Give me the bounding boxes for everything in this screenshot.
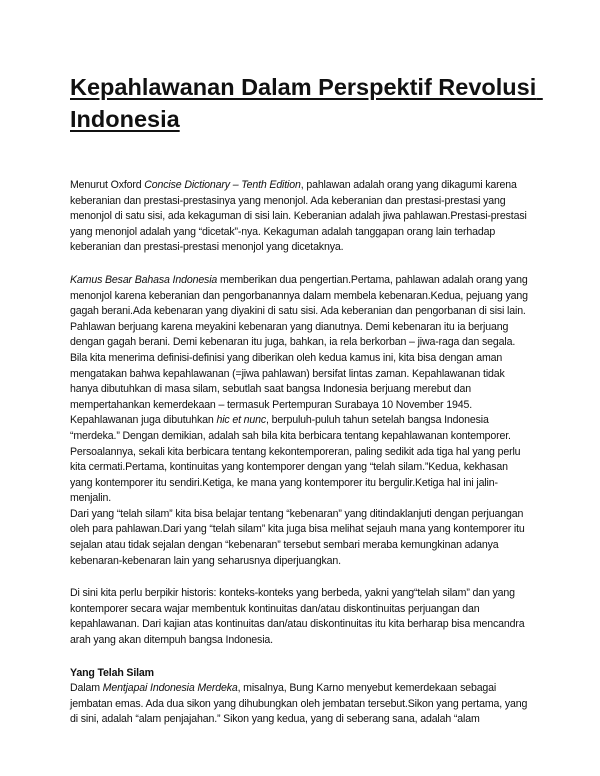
text-line: menonjol karena keberanian dan pengorbanannya dalam membela kebenaran.Kedua, pejuang yang xyxy=(70,289,528,302)
section-heading: Yang Telah Silam xyxy=(70,666,154,679)
text-run: , pahlawan adalah orang yang dikagumi karena xyxy=(300,179,517,191)
italic-term: Kamus Besar Bahasa Indonesia xyxy=(70,273,218,286)
text-run: Kepahlawanan juga dibutuhkan xyxy=(70,414,217,427)
text-line: gagah berani.Ada kebenaran yang diyakini di satu sisi. Ada keberanian dan pengorbanan di sisi lain. xyxy=(70,305,526,318)
text-line: oleh para pahlawan.Dari yang “telah silam” kita juga bisa melihat sejauh mana yang kontemporer itu xyxy=(70,523,525,536)
text-run: memberikan dua pengertian.Pertama, pahlawan adalah orang yang xyxy=(217,273,528,286)
text-run: Menurut Oxford xyxy=(70,179,145,191)
text-line: dengan gagah berani. Demi kebenaran itu juga, bahkan, ia rela berkorban – jiwa-raga dan segala. xyxy=(70,336,516,349)
text-line: yang menonjol adalah yang “dicetak”-nya. Kekaguman adalah tanggapan orang lain terhadap xyxy=(70,225,496,238)
text-line: mempertahankan kemerdekaan – termasuk Pertempuran Surabaya 10 November 1945. xyxy=(70,398,472,411)
text-line: Bila kita menerima definisi-definisi yang diberikan oleh kedua kamus ini, kita bisa dengan aman xyxy=(70,351,503,364)
article-body xyxy=(70,178,540,728)
text-line: menonjol di satu sisi, ada kekaguman di sisi lain. Keberanian adalah jiwa pahlawan.Prestasi-prestasi xyxy=(70,210,527,223)
text-run: , misalnya, Bung Karno menyebut kemerdekaan sebagai xyxy=(237,682,497,695)
text-line: kebenaran-kebenaran lain yang seharusnya diperjuangkan. xyxy=(70,554,341,567)
text-line: Pahlawan berjuang karena meyakini kebenaran yang dianutnya. Demi kebenaran itu ia berjuang xyxy=(70,320,509,333)
text-line: mengatakan bahwa kepahlawanan (=jiwa pahlawan) bersifat lintas zaman. Kepahlawanan tidak xyxy=(70,367,505,380)
text-line xyxy=(70,273,540,289)
text-line xyxy=(70,681,540,697)
paragraph-jembatan-emas xyxy=(70,681,540,728)
text-line: yang kontemporer itu sendiri.Ketiga, ke mana yang kontemporer itu bergulir.Ketiga hal ini jalin- xyxy=(70,476,498,489)
text-line xyxy=(70,413,540,429)
paragraph-kbbi-definition xyxy=(70,273,540,569)
text-line: hanya dibutuhkan di masa silam, sebutlah saat bangsa Indonesia berjuang merebut dan xyxy=(70,383,471,396)
text-line: sejalan atau tidak sejalan dengan “kebenaran” tersebut sembari meraba kemungkinan adanya xyxy=(70,539,499,552)
text-line: Dari yang “telah silam” kita bisa belajar tentang “kebenaran” yang ditindaklanjuti dengan perjuangan xyxy=(70,507,524,520)
page-title: Kepahlawanan Dalam Perspektif Revolusi Indonesia xyxy=(70,74,537,132)
text-line: kepahlawanan. Dari kajian atas kontinuitas dan/atau diskontinuitas itu kita berharap bisa mencandra xyxy=(70,618,525,631)
italic-term: hic et nunc xyxy=(216,414,267,427)
text-line: keberanian dan prestasi-prestasi menonjol yang dicetaknya. xyxy=(70,241,344,254)
text-line: arah yang akan ditempuh bangsa Indonesia. xyxy=(70,634,273,647)
text-run: Dalam xyxy=(70,682,103,695)
text-line: menjalin. xyxy=(70,492,112,505)
paragraph-historical-thinking xyxy=(70,586,540,648)
text-line: jembatan emas. Ada dua sikon yang dihubungkan oleh jembatan tersebut.Sikon yang pertama, yang xyxy=(70,697,528,710)
text-line: “merdeka.” Dengan demikian, adalah sah bila kita berbicara tentang kepahlawanan kontemporer. xyxy=(70,429,511,442)
text-line xyxy=(70,178,540,194)
text-line: keberanian dan prestasi-prestasinya yang menonjol. Ada keberanian dan prestasi-prestasi yang xyxy=(70,194,506,207)
text-line: kita cermati.Pertama, kontinuitas yang kontemporer dengan yang “telah silam.”Kedua, kekhasan xyxy=(70,461,508,474)
paragraph-oxford-definition xyxy=(70,178,540,256)
text-line: di sini, adalah “alam penjajahan.” Sikon yang kedua, yang di seberang sana, adalah “alam xyxy=(70,713,480,726)
text-line: kontemporer secara wajar membentuk kontinuitas dan/atau diskontinuitas perjuangan dan xyxy=(70,602,480,615)
text-line: Di sini kita perlu berpikir historis: konteks-konteks yang berbeda, yakni yang“telah silam” dan yang xyxy=(70,587,515,600)
italic-term: Mentjapai Indonesia Merdeka xyxy=(102,682,238,695)
text-line: Persoalannya, sekali kita berbicara tentang kekontemporeran, paling sedikit ada tiga hal yang perlu xyxy=(70,445,521,458)
text-run: , berpuluh-puluh tahun setelah bangsa Indonesia xyxy=(266,414,489,427)
italic-term: Concise Dictionary – Tenth Edition xyxy=(144,179,301,191)
